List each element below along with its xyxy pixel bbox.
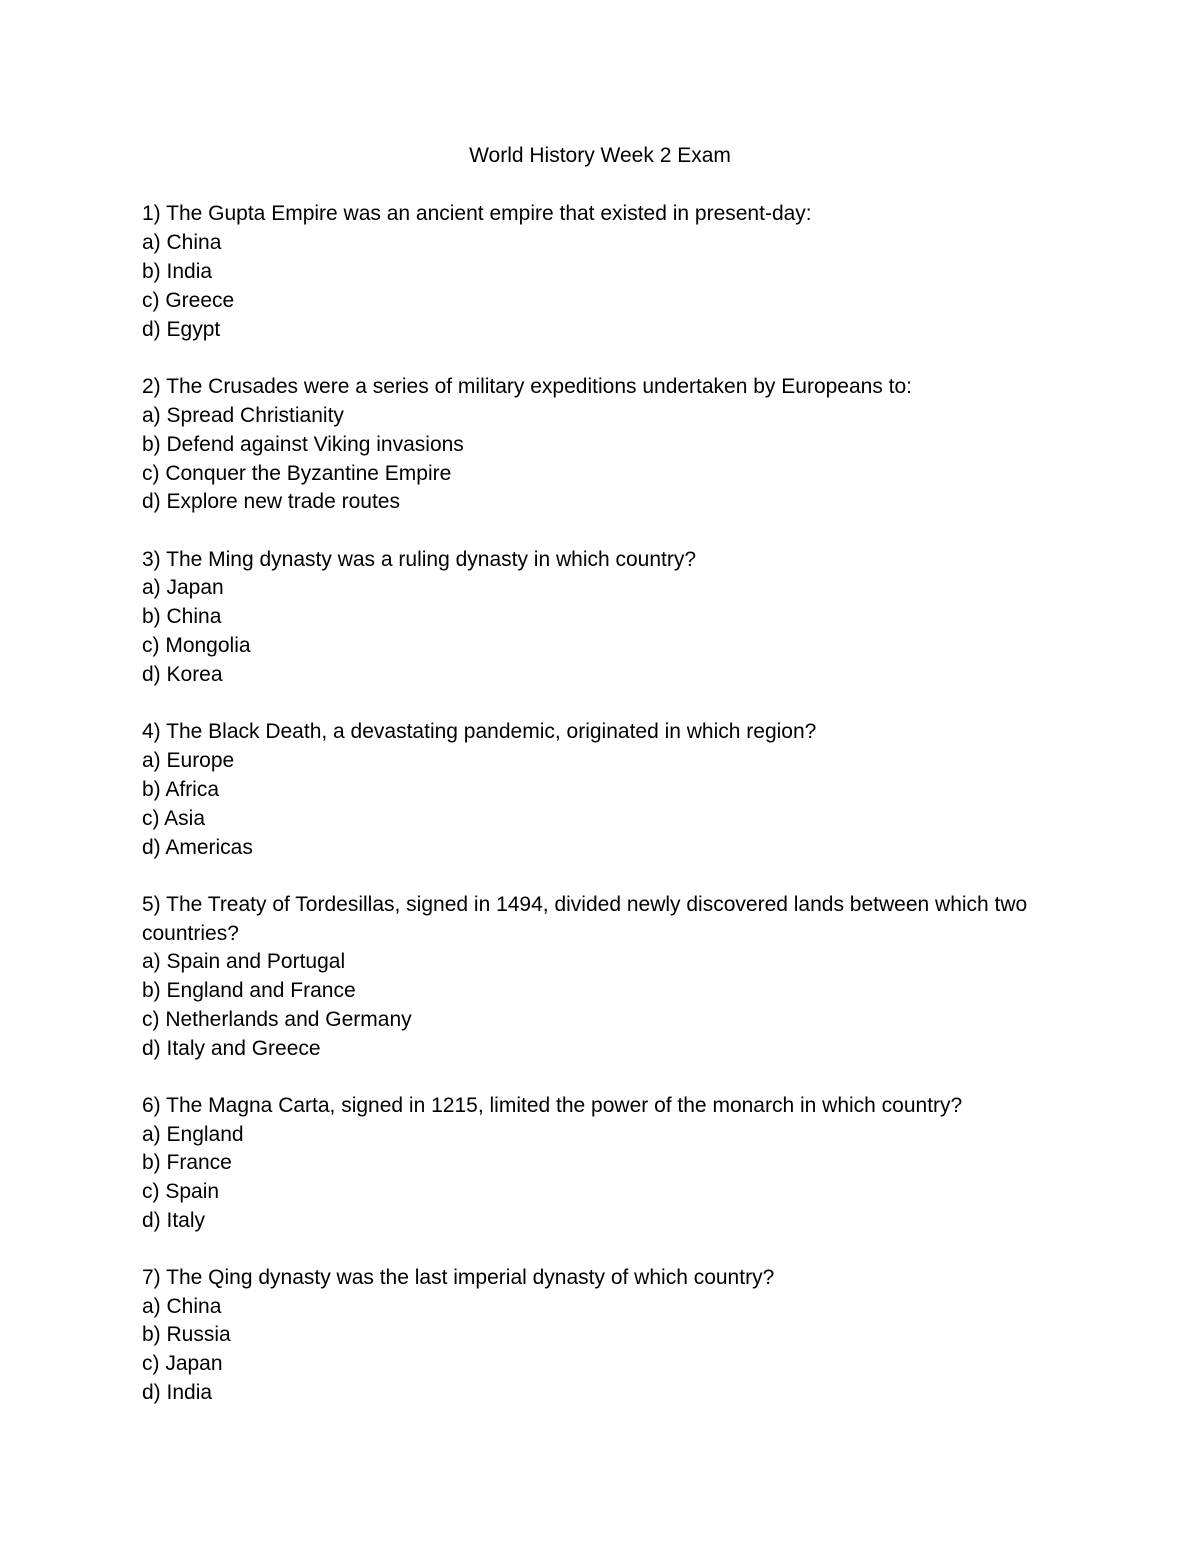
question-3-prompt: 3) The Ming dynasty was a ruling dynasty in which country? bbox=[142, 548, 697, 571]
question-1-prompt: 1) The Gupta Empire was an ancient empire that existed in present-day: bbox=[142, 202, 812, 225]
question-7-option-c: c) Japan bbox=[142, 1352, 223, 1375]
question-5-prompt-continued: countries? bbox=[142, 922, 239, 945]
question-4-option-a: a) Europe bbox=[142, 749, 235, 772]
question-6-option-c: c) Spain bbox=[142, 1180, 220, 1203]
question-5-option-a: a) Spain and Portugal bbox=[142, 950, 346, 973]
question-3-option-c: c) Mongolia bbox=[142, 634, 251, 657]
question-6-option-a: a) England bbox=[142, 1123, 244, 1146]
question-3-option-d: d) Korea bbox=[142, 663, 223, 686]
question-7-prompt: 7) The Qing dynasty was the last imperial dynasty of which country? bbox=[142, 1266, 775, 1289]
question-7-option-d: d) India bbox=[142, 1381, 213, 1404]
question-5-option-b: b) England and France bbox=[142, 979, 356, 1002]
question-2-option-c: c) Conquer the Byzantine Empire bbox=[142, 462, 452, 485]
question-5-option-c: c) Netherlands and Germany bbox=[142, 1008, 412, 1031]
question-5-prompt: 5) The Treaty of Tordesillas, signed in 1494, divided newly discovered lands between which two bbox=[142, 893, 1028, 916]
question-2-option-b: b) Defend against Viking invasions bbox=[142, 433, 464, 456]
question-4-option-d: d) Americas bbox=[142, 836, 253, 859]
question-6-prompt: 6) The Magna Carta, signed in 1215, limited the power of the monarch in which country? bbox=[142, 1094, 963, 1117]
question-2-option-a: a) Spread Christianity bbox=[142, 404, 344, 427]
question-4-prompt: 4) The Black Death, a devastating pandemic, originated in which region? bbox=[142, 720, 817, 743]
question-7-option-b: b) Russia bbox=[142, 1323, 231, 1346]
question-2-option-d: d) Explore new trade routes bbox=[142, 490, 400, 513]
question-3-option-a: a) Japan bbox=[142, 576, 224, 599]
question-3-option-b: b) China bbox=[142, 605, 222, 628]
question-1-option-b: b) India bbox=[142, 260, 213, 283]
question-6-option-b: b) France bbox=[142, 1151, 232, 1174]
question-4-option-c: c) Asia bbox=[142, 807, 206, 830]
question-2-prompt: 2) The Crusades were a series of military expeditions undertaken by Europeans to: bbox=[142, 375, 913, 398]
question-1-option-a: a) China bbox=[142, 231, 222, 254]
question-1-option-d: d) Egypt bbox=[142, 318, 221, 341]
question-4-option-b: b) Africa bbox=[142, 778, 220, 801]
question-6-option-d: d) Italy bbox=[142, 1209, 206, 1232]
question-7-option-a: a) China bbox=[142, 1295, 222, 1318]
question-5-option-d: d) Italy and Greece bbox=[142, 1037, 321, 1060]
question-1-option-c: c) Greece bbox=[142, 289, 235, 312]
exam-title: World History Week 2 Exam bbox=[469, 144, 731, 167]
